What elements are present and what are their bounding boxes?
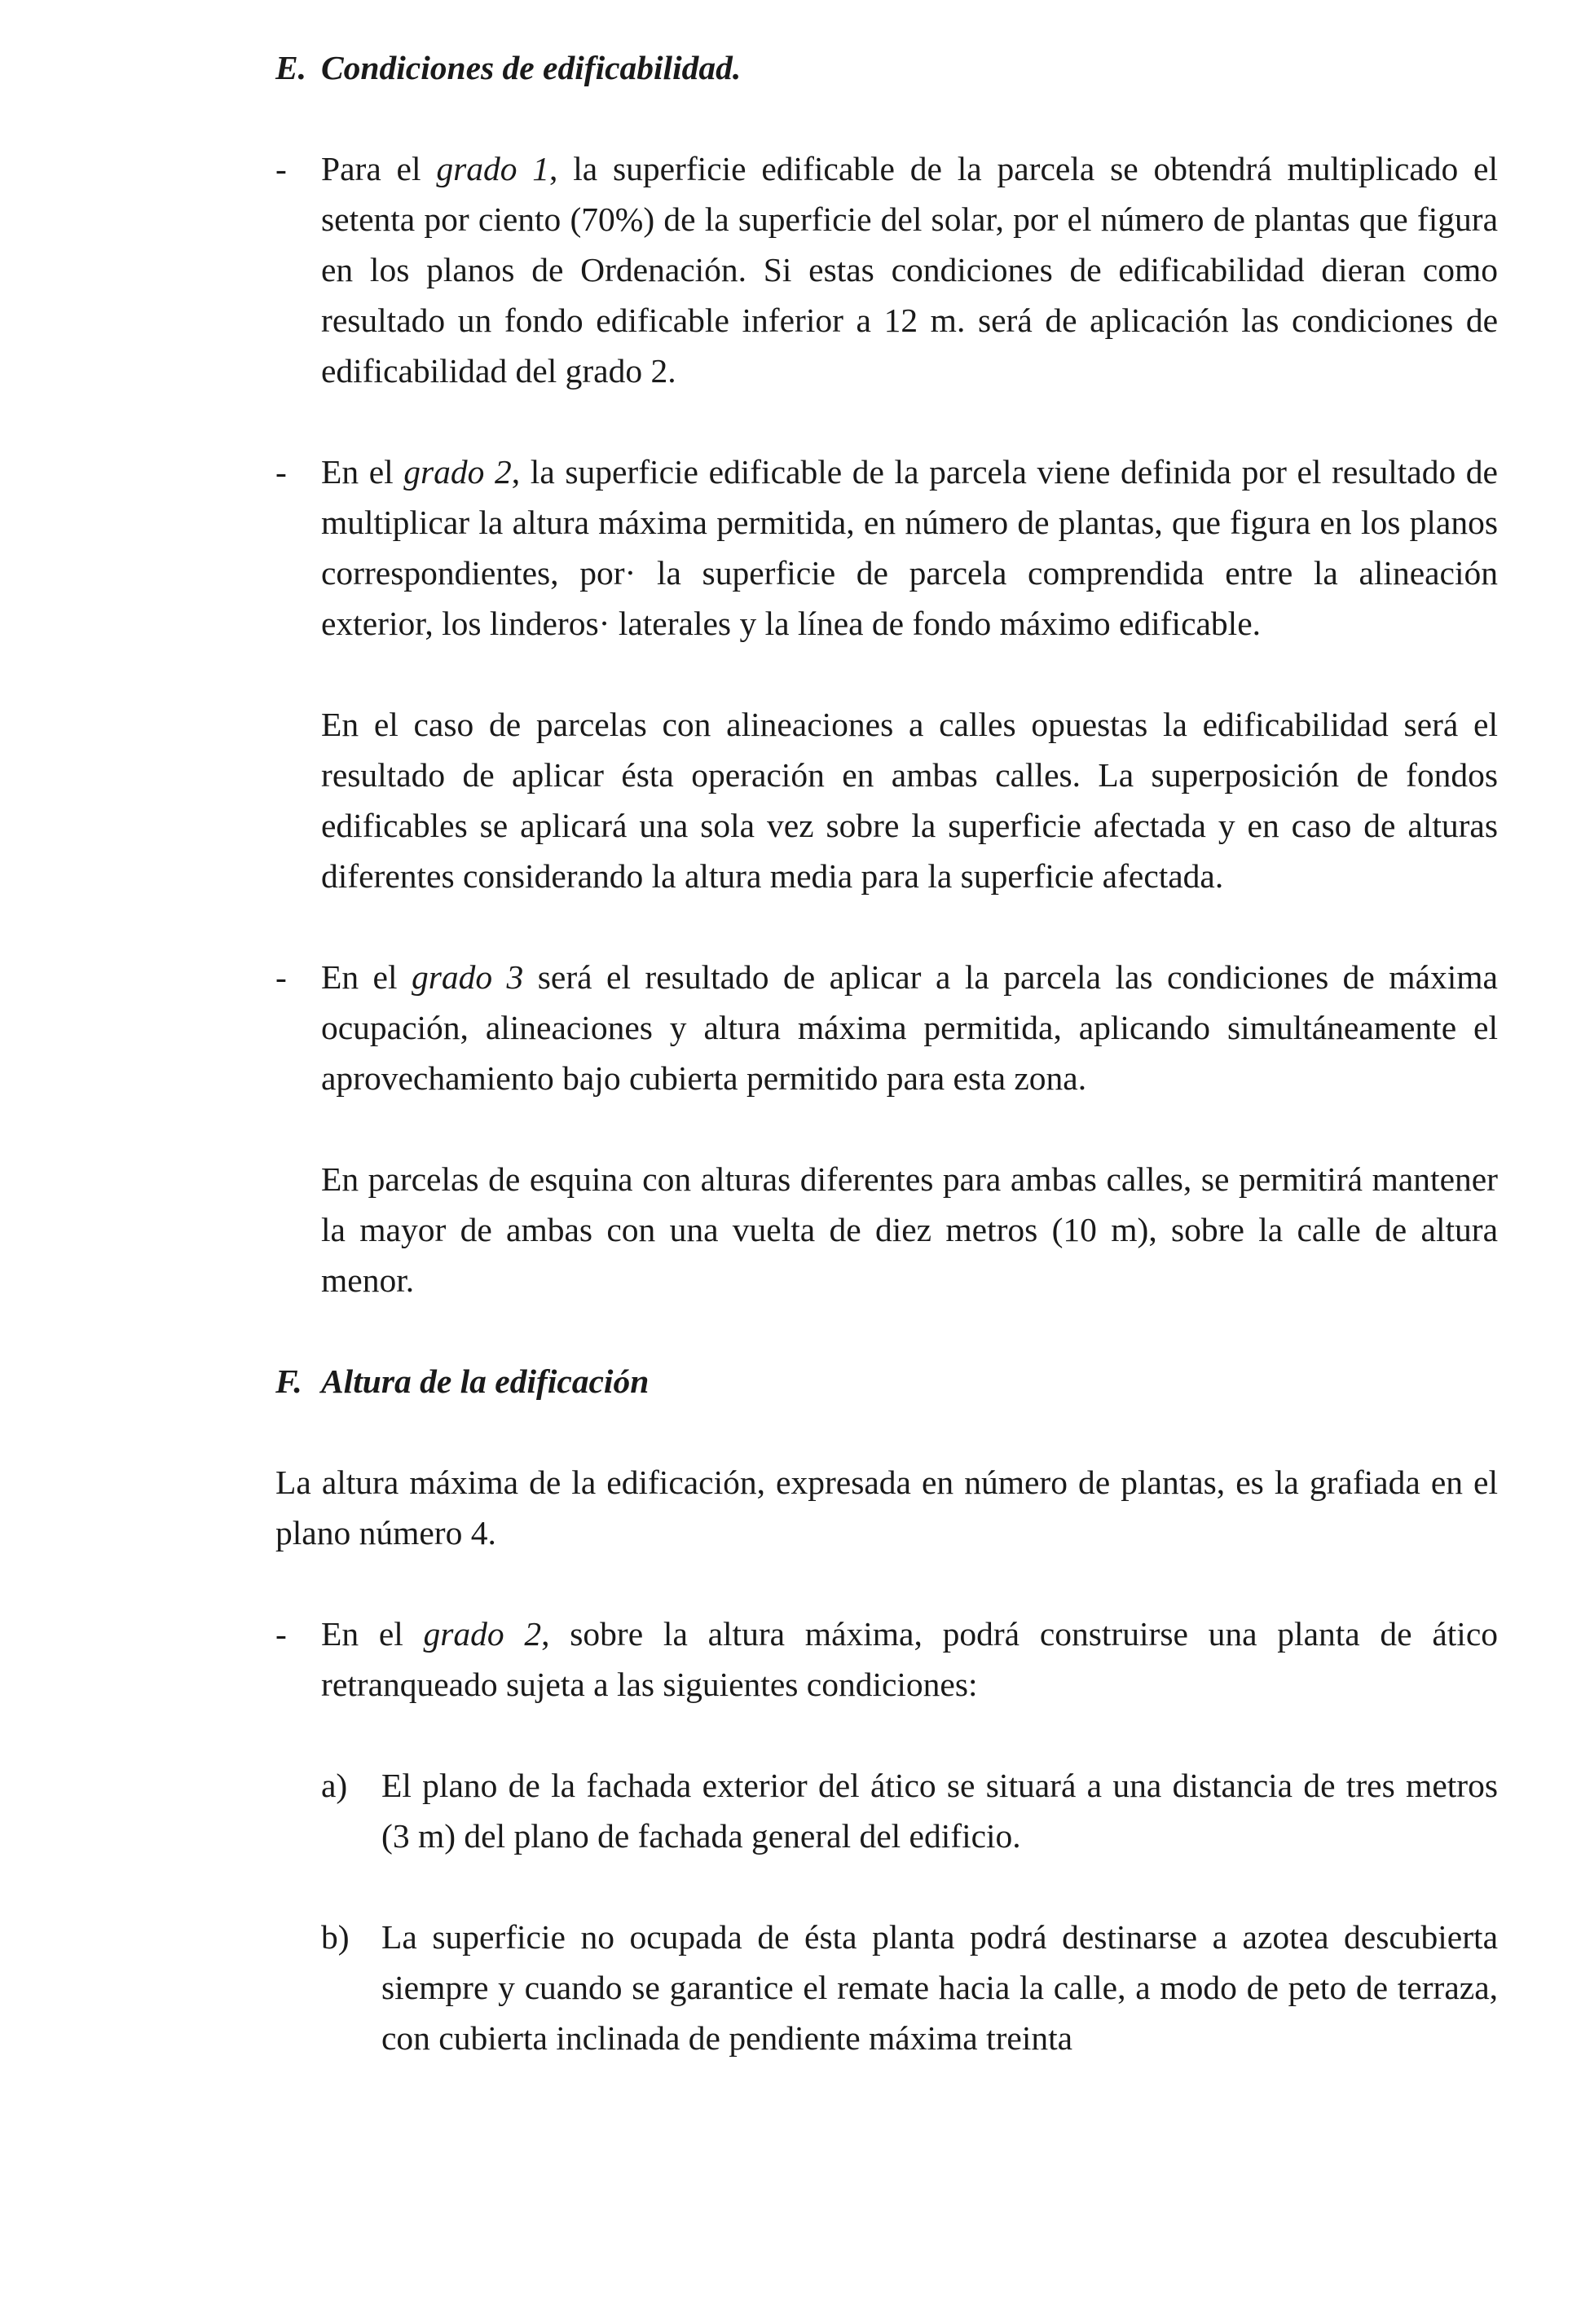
sub-item-label: b) bbox=[321, 1918, 350, 1956]
item-text-emphasis: grado 1 bbox=[436, 150, 550, 187]
section-e-grado-2-paragraph: En el caso de parcelas con alineaciones a calles opuestas la edificabilidad será el resultado de aplicar ésta operación en ambas calles. La superposición de fondos edificables se aplicará una sola vez sobre la superficie afectada y en caso de alturas diferentes considerando la altura media para la superficie afectada. bbox=[321, 706, 1498, 895]
item-text-pre: En el bbox=[321, 1615, 424, 1653]
item-text-emphasis: grado 2 bbox=[403, 453, 512, 491]
list-dash: - bbox=[275, 150, 287, 187]
document-page bbox=[275, 42, 1498, 2063]
item-text-post: , sobre la altura máxima, podrá construirse una planta de ático retranqueado sujeta a las siguientes condiciones: bbox=[321, 1615, 1498, 1703]
section-e-letter: E. bbox=[275, 49, 307, 86]
item-text-emphasis: grado 2 bbox=[423, 1615, 542, 1653]
section-e-item-grado-3 bbox=[275, 952, 1498, 1103]
item-text-post: , la superficie edificable de la parcela viene definida por el resultado de multiplicar la altura máxima permitida, en número de plantas, que figura en los planos correspondientes, por· la superficie de parcela comprendida entre la alineación exterior, los linderos· laterales y la línea de fondo máximo edificable. bbox=[321, 453, 1498, 642]
item-text-post: será el resultado de aplicar a la parcela las condiciones de máxima ocupación, alineaciones y altura máxima permitida, aplicando simultáneamente el aprovechamiento bajo cubierta permitido para esta zona. bbox=[321, 958, 1498, 1097]
section-f-item-grado-2 bbox=[275, 1609, 1498, 1710]
section-e-grado-3-paragraph: En parcelas de esquina con alturas diferentes para ambas calles, se permitirá mantener la mayor de ambas con una vuelta de diez metros (10 m), sobre la calle de altura menor. bbox=[321, 1160, 1498, 1299]
item-text-pre: En el bbox=[321, 453, 404, 491]
section-e-item-grado-2 bbox=[275, 447, 1498, 649]
item-text-pre: En el bbox=[321, 958, 412, 996]
section-e-heading bbox=[275, 42, 1498, 93]
section-f-intro: La altura máxima de la edificación, expresada en número de plantas, es la grafiada en el plano número 4. bbox=[275, 1464, 1498, 1552]
sub-item-text: El plano de la fachada exterior del ático se situará a una distancia de tres metros (3 m) del plano de fachada general del edificio. bbox=[381, 1767, 1498, 1855]
list-dash: - bbox=[275, 1615, 287, 1653]
section-f-title: Altura de la edificación bbox=[321, 1362, 650, 1400]
section-e-title: Condiciones de edificabilidad. bbox=[321, 49, 742, 86]
item-text-emphasis: grado 3 bbox=[411, 958, 524, 996]
sub-item-text: La superficie no ocupada de ésta planta podrá destinarse a azotea descubierta siempre y cuando se garantice el remate hacia la calle, a modo de peto de terraza, con cubierta inclinada de pendiente máxima treinta bbox=[381, 1918, 1498, 2057]
item-text-pre: Para el bbox=[321, 150, 437, 187]
section-e-item-grado-1 bbox=[275, 143, 1498, 396]
section-f-heading bbox=[275, 1356, 1498, 1406]
section-f-sub-item-a bbox=[275, 1760, 1498, 1861]
item-text-post: , la superficie edificable de la parcela se obtendrá multiplicado el setenta por ciento (70%) de la superficie del solar, por el número de plantas que figura en los planos de Ordenación. Si estas condiciones de edificabilidad dieran como resultado un fondo edificable inferior a 12 m. será de aplicación las condiciones de edificabilidad del grado 2. bbox=[321, 150, 1498, 390]
sub-item-label: a) bbox=[321, 1767, 348, 1804]
section-f-sub-item-b bbox=[275, 1912, 1498, 2063]
list-dash: - bbox=[275, 453, 287, 491]
list-dash: - bbox=[275, 958, 287, 996]
section-f-letter: F. bbox=[275, 1362, 302, 1400]
